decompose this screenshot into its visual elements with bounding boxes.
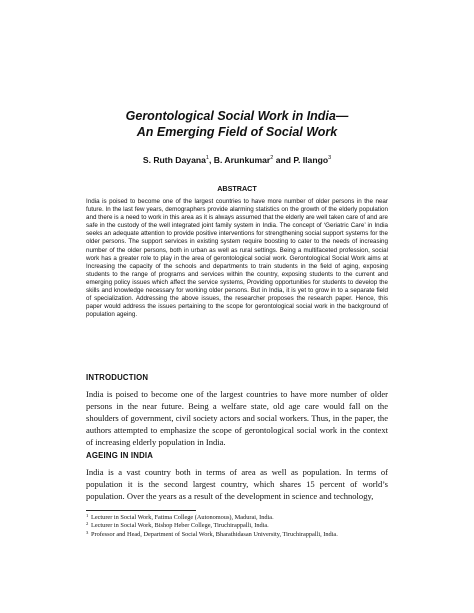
author-name: P. Ilango <box>293 155 329 165</box>
author-separator: , <box>208 155 214 165</box>
footnotes <box>86 514 388 539</box>
introduction-heading: INTRODUCTION <box>86 373 149 382</box>
footnote-text: Professor and Head, Department of Social Work, Bharathidasan University, Tiruchirappalli, India. <box>91 530 338 538</box>
author-name: S. Ruth Dayana <box>142 155 206 165</box>
abstract-text: India is poised to become one of the largest countries to have more number of older persons in the near future. In the last few years, demographers provide alarming statistics on the growth of the elderly population and there is a need to work in this area as it is always assumed that the elderly are well taken care of and are safe in the custody of the well integrated joint family system in India. The concept of ‘Geriatric Care’ in India seeks an adequate attention to provide positive interventions for strengthening social support systems for the older persons. The support services in existing system require boosting to cater to the needs of increasing number of the older persons, both in urban as well as rural settings. Being a multifaceted profession, social work has a greater role to play in the area of gerontological social work. Gerontological Social Work aims at Increasing the capacity of the schools and departments to train students in the field of aging, exposing students to the range of programs and services within the country, exposing students to the current and emerging policy issues which affect the service systems, Providing opportunities for students to develop the skills and knowledge necessary for working older persons. But in India, it is yet to grow in to a separate field of specialization. Addressing the above issues, the researcher proposes the research paper. Hence, this paper would address the issues pertaining to the scope for gerontological social work in the background of population ageing. <box>86 198 388 319</box>
footnote-divider <box>86 510 196 511</box>
footnote <box>86 522 388 530</box>
author-affiliation-mark: 3 <box>328 155 332 161</box>
paper-title <box>60 108 414 140</box>
footnote-mark: 1 <box>86 513 89 518</box>
author-affiliation-mark: 2 <box>270 155 274 161</box>
footnote-mark: 2 <box>86 521 89 527</box>
paper-title-line-1: Gerontological Social Work in India— <box>125 109 349 123</box>
paper-title-line-2: An Emerging Field of Social Work <box>136 125 338 139</box>
footnote <box>86 531 388 539</box>
author-name: B. Arunkumar <box>213 155 271 165</box>
author-affiliation-mark: 1 <box>205 155 209 161</box>
introduction-text: India is poised to become one of the largest countries to have more number of older persons in the near future. Being a welfare state, old age care would fall on the shoulders of government, civil society actors and social workers. Thus, in the paper, the authors attempted to emphasize the scope of gerontological social work in the context of increasing elderly population in India. <box>86 389 388 447</box>
ageing-in-india-text: India is a vast country both in terms of area as well as population. In terms of population it is the second largest country, which shares 15 percent of world’s population. Over the years as a result of the development in science and technology, <box>86 467 388 501</box>
footnote-text: Lecturer in Social Work, Bishop Heber College, Tiruchirappalli, India. <box>91 522 269 530</box>
author-conjunction: and <box>273 155 294 165</box>
abstract-heading: ABSTRACT <box>217 184 257 193</box>
footnote-text: Lecturer in Social Work, Fatima College (Autonomous), Madurai, India. <box>91 514 274 521</box>
footnote <box>86 514 388 522</box>
author-list <box>60 152 414 166</box>
ageing-in-india-heading: AGEING IN INDIA <box>86 451 154 460</box>
footnote-mark: 3 <box>86 529 89 535</box>
